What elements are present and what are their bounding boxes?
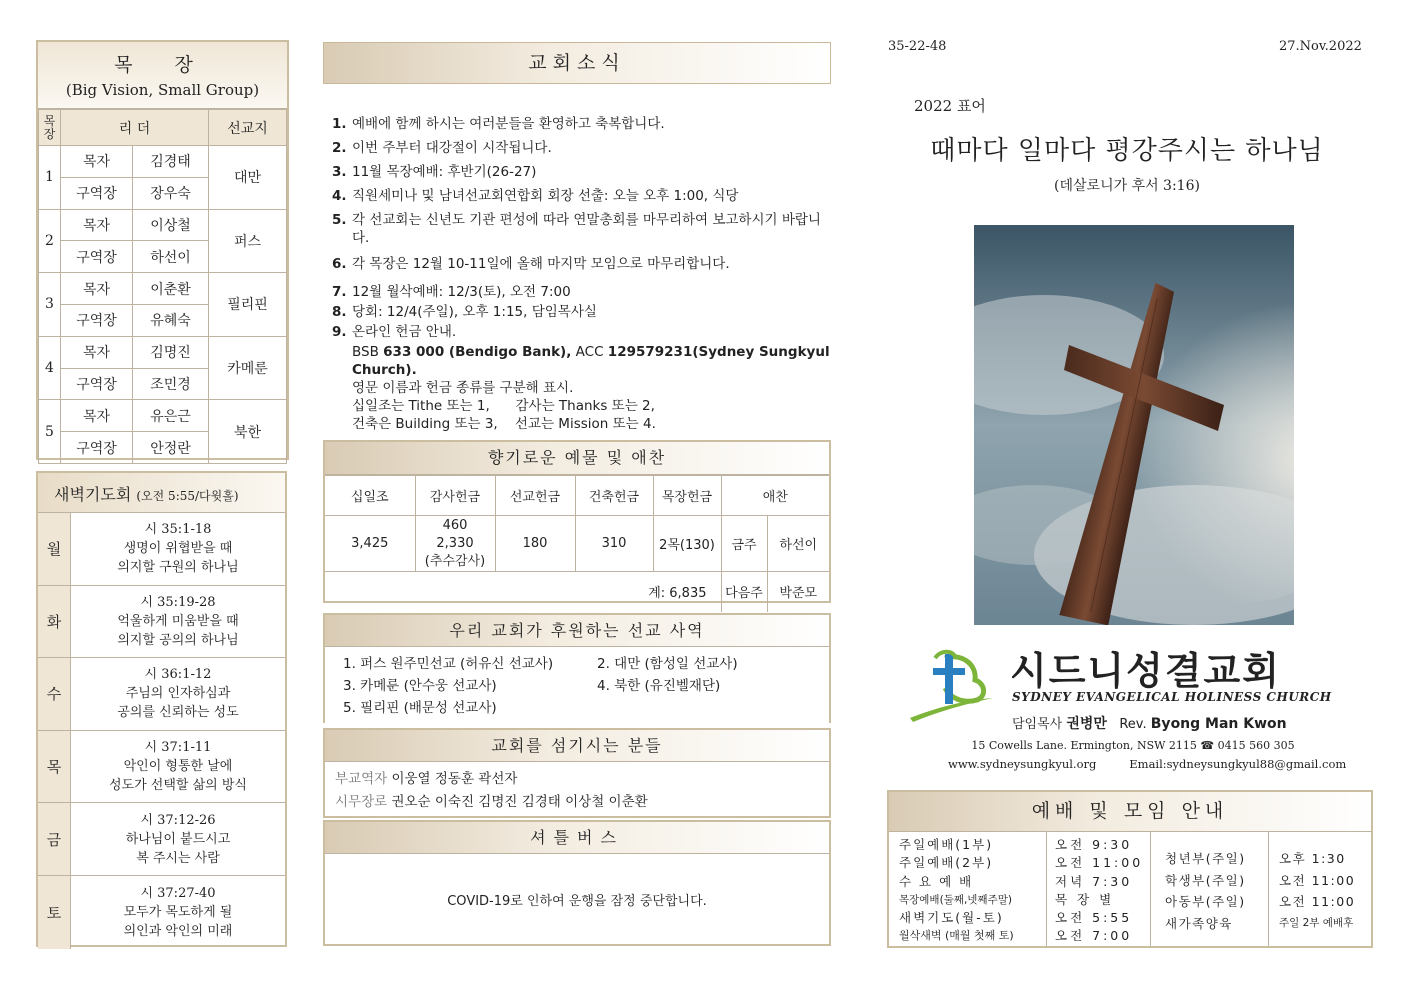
sermon-line: 의지할 구원의 하나님	[117, 560, 239, 576]
meal-next-label: 다음주	[721, 572, 767, 612]
worship-times	[1047, 832, 1151, 946]
thanks-cell	[415, 516, 495, 572]
service-name: 월삭새벽 (매월 첫째 토)	[899, 929, 1014, 943]
service-time: 저녁 7:30	[1055, 873, 1133, 889]
department-times	[1269, 832, 1371, 946]
news-text: 각 선교회는 신년도 기관 편성에 따라 연말총회를 마무리하여 보고하시기 바랍니다.	[352, 212, 821, 246]
acc-label: ACC	[571, 344, 608, 360]
weekday: 금	[38, 803, 71, 875]
role: 구역장	[61, 304, 133, 336]
missions-title: 우리 교회가 후원하는 선교 사역	[325, 615, 829, 647]
group-num: 3	[39, 273, 61, 337]
news-list	[332, 115, 837, 435]
dawn-prayer-row	[38, 876, 285, 949]
news-num: 4.	[332, 188, 347, 204]
service-time: 목 장 별	[1055, 891, 1115, 907]
group-num: 5	[39, 400, 61, 464]
bank-note: 영문 이름과 헌금 종류를 구분해 표시.	[352, 380, 574, 396]
bank-note: 십일조는 Tithe 또는 1, 감사는 Thanks 또는 2,	[352, 398, 655, 414]
weekday: 목	[38, 731, 71, 803]
news-item	[332, 303, 837, 321]
pastor-title-en: Rev.	[1119, 717, 1147, 732]
bulletin-date: 27.Nov.2022	[1279, 39, 1362, 54]
role: 목자	[61, 336, 133, 368]
mission-item: 5. 필리핀 (배문성 선교사)	[343, 700, 497, 716]
department-name: 학생부(주일)	[1165, 872, 1246, 888]
sermon-line: 주님의 인자하심과	[125, 686, 231, 702]
department-time: 오전 11:00	[1279, 894, 1356, 909]
mission-value: 180	[495, 516, 575, 572]
mokjang-grid	[38, 109, 287, 464]
news-item	[332, 323, 837, 341]
mission-item: 3. 카메룬 (안수웅 선교사)	[343, 678, 497, 694]
service-time: 오전 5:55	[1055, 910, 1133, 926]
sermon-line: 생명이 위협받을 때	[123, 541, 233, 557]
sermon-line: 하나님이 붙드시고	[125, 831, 231, 847]
department-time: 오전 11:00	[1279, 872, 1356, 888]
mokjang-table	[36, 40, 289, 460]
role: 구역장	[61, 241, 133, 273]
news-num: 3.	[332, 164, 347, 180]
offering-table	[325, 475, 829, 612]
meal-this-label: 금주	[721, 516, 767, 572]
dawn-prayer-row	[38, 658, 285, 731]
missions-panel	[323, 613, 831, 723]
news-text: 온라인 헌금 안내.	[352, 324, 457, 340]
dawn-prayer-row	[38, 803, 285, 876]
dawn-prayer-row	[38, 731, 285, 804]
meal-this-name: 하선이	[767, 516, 829, 572]
church-web	[948, 757, 1346, 771]
bulletin-code: 35-22-48	[888, 39, 947, 54]
mission-country: 북한	[209, 400, 287, 464]
worship-schedule	[887, 790, 1373, 948]
role: 목자	[61, 209, 133, 241]
mission-item: 1. 퍼스 원주민선교 (허유신 선교사)	[343, 656, 554, 672]
cross-photo	[974, 225, 1294, 625]
role: 구역장	[61, 177, 133, 209]
servants-role: 시무장로	[335, 794, 388, 810]
sermon-line: 의지할 공의의 하나님	[117, 632, 239, 648]
church-address: 15 Cowells Lane. Ermington, NSW 2115 ☎ 0415 560 305	[971, 739, 1295, 752]
thanks-value: 460	[442, 517, 468, 533]
mokjang-title-block	[38, 42, 287, 109]
church-name-ko: 시드니성결교회	[1010, 649, 1281, 693]
thanks-value: 2,330	[436, 535, 474, 551]
sermon-line: 모두가 목도하게 될	[123, 904, 233, 920]
bank-info	[332, 343, 837, 433]
scripture-ref: 시 37:27-40	[140, 885, 216, 901]
pastor-name-ko: 권병만	[1066, 716, 1107, 732]
col-header-missionary: 선교지	[209, 110, 287, 146]
shuttle-title: 셔틀버스	[325, 822, 829, 854]
service-time: 오전 11:00	[1055, 855, 1144, 871]
group-num: 2	[39, 209, 61, 273]
service-time: 오전 7:00	[1055, 928, 1133, 944]
service-name: 주일예배(2부)	[899, 855, 994, 871]
mission-country: 카메룬	[209, 336, 287, 400]
servants-role: 부교역자	[335, 771, 388, 787]
sermon-line: 공의를 신뢰하는 성도	[117, 705, 239, 721]
bank-note: 건축은 Building 또는 3, 선교는 Mission 또는 4.	[352, 416, 656, 432]
mission-item: 4. 북한 (유진벨재단)	[597, 678, 721, 694]
servants-list	[325, 762, 829, 814]
servants-panel	[323, 728, 831, 818]
news-item	[332, 139, 837, 157]
group-num: 1	[39, 146, 61, 210]
news-text: 각 목장은 12월 10-11일에 올해 마지막 모임으로 마무리합니다.	[352, 256, 730, 272]
pastor-label: 담임목사	[1012, 717, 1063, 732]
church-email[interactable]: Email:sydneysungkyul88@gmail.com	[1129, 757, 1347, 771]
offering-title: 향기로운 예물 및 애찬	[325, 442, 829, 475]
news-num: 9.	[332, 324, 347, 340]
news-num: 7.	[332, 284, 347, 300]
cross-image	[974, 225, 1294, 625]
news-title: 교회소식	[323, 42, 831, 84]
sermon-line: 악인이 형통한 날에	[123, 759, 233, 775]
servants-row	[335, 791, 829, 814]
leader-name: 유은근	[133, 400, 209, 432]
leader-name: 이상철	[133, 209, 209, 241]
pastor-name-en: Byong Man Kwon	[1150, 716, 1287, 732]
service-name: 주일예배(1부)	[899, 837, 994, 852]
scripture-ref: 시 35:19-28	[140, 594, 216, 610]
leader-name: 조민경	[133, 368, 209, 400]
news-text: 12월 월삭예배: 12/3(토), 오전 7:00	[352, 284, 571, 300]
leader-name: 유혜숙	[133, 304, 209, 336]
weekday: 화	[38, 586, 71, 658]
news-num: 5.	[332, 212, 347, 228]
col-header-num: 목장	[39, 110, 61, 146]
motto-reference: (데살로니가 후서 3:16)	[1054, 178, 1200, 194]
servants-names: 권오순 이숙진 김명진 김경태 이상철 이춘환	[387, 794, 648, 810]
dawn-prayer-title	[38, 473, 285, 513]
role: 목자	[61, 146, 133, 178]
mission-country: 퍼스	[209, 209, 287, 273]
leader-name: 안정란	[133, 432, 209, 464]
dawn-prayer-row	[38, 513, 285, 586]
church-logo	[905, 648, 995, 723]
group-num: 4	[39, 336, 61, 400]
col-thanks: 감사헌금	[415, 476, 495, 516]
worship-services	[889, 832, 1047, 946]
news-text: 예배에 함께 하시는 여러분들을 환영하고 축복합니다.	[352, 116, 665, 132]
department-name: 아동부(주일)	[1165, 894, 1246, 909]
meal-next-name: 박준모	[767, 572, 829, 612]
motto-year: 2022 표어	[914, 97, 986, 115]
news-num: 6.	[332, 256, 347, 272]
scripture-ref: 시 37:1-11	[144, 740, 212, 756]
offering-total: 계: 6,835	[325, 572, 721, 612]
church-logo-icon	[905, 648, 995, 723]
weekday: 수	[38, 658, 71, 730]
mokjang-value: 2목(130)	[653, 516, 721, 572]
acc-number: 129579231(Sydney Sungkyul Church).	[352, 344, 830, 378]
bsb-label: BSB	[352, 344, 384, 360]
dawn-prayer-panel	[36, 471, 287, 947]
leader-name: 장우숙	[133, 177, 209, 209]
role: 구역장	[61, 432, 133, 464]
department-name: 새가족양육	[1165, 915, 1233, 931]
dawn-prayer-heading: 새벽기도회	[54, 485, 132, 504]
shuttle-message: COVID-19로 인하여 운행을 잠정 중단합니다.	[447, 894, 707, 909]
worship-title: 예배 및 모임 안내	[889, 792, 1371, 832]
dawn-prayer-time: (오전 5:55/다윗홀)	[136, 489, 239, 503]
tithe-value: 3,425	[325, 516, 415, 572]
mokjang-title: 목 장	[114, 54, 211, 76]
sermon-line: 복 주시는 사람	[136, 850, 220, 866]
sermon-line: 성도가 선택할 삶의 방식	[109, 778, 247, 794]
mission-country: 필리핀	[209, 273, 287, 337]
missions-list	[325, 647, 829, 719]
servants-row	[335, 768, 829, 791]
news-num: 1.	[332, 116, 347, 132]
leader-name: 이춘환	[133, 273, 209, 305]
weekday: 월	[38, 513, 71, 585]
col-mission: 선교헌금	[495, 476, 575, 516]
col-header-leader: 리 더	[61, 110, 209, 146]
service-name: 수 요 예 배	[899, 873, 974, 889]
news-text: 당회: 12/4(주일), 오후 1:15, 담임목사실	[352, 304, 597, 320]
servants-title: 교회를 섬기시는 분들	[325, 730, 829, 762]
scripture-ref: 시 35:1-18	[144, 522, 212, 538]
bsb-number: 633 000 (Bendigo Bank),	[383, 344, 572, 360]
service-name: 목장예배(둘째,넷째주말)	[899, 893, 1012, 906]
mokjang-subtitle: (Big Vision, Small Group)	[65, 81, 260, 99]
news-item	[332, 187, 837, 205]
church-name-en: SYDNEY EVANGELICAL HOLINESS CHURCH	[1012, 690, 1332, 704]
department-names	[1151, 832, 1269, 946]
news-text: 이번 주부터 대강절이 시작됩니다.	[352, 140, 552, 156]
motto: 때마다 일마다 평강주시는 하나님	[930, 136, 1324, 166]
thanks-note: (추수감사)	[424, 553, 486, 569]
department-time: 오후 1:30	[1279, 851, 1346, 866]
dawn-prayer-row	[38, 586, 285, 659]
mission-country: 대만	[209, 146, 287, 210]
shuttle-panel	[323, 820, 831, 946]
department-time: 주일 2부 예배후	[1279, 916, 1354, 929]
col-meal: 애찬	[721, 476, 829, 516]
building-value: 310	[575, 516, 653, 572]
scripture-ref: 시 37:12-26	[140, 812, 216, 828]
news-item	[332, 163, 837, 181]
mission-item: 2. 대만 (함성일 선교사)	[597, 656, 738, 672]
department-name: 청년부(주일)	[1165, 851, 1246, 866]
bank-account-line	[352, 343, 837, 379]
sermon-line: 억울하게 미움받을 때	[117, 613, 239, 629]
service-time: 오전 9:30	[1055, 837, 1133, 852]
news-item	[332, 255, 837, 273]
news-num: 2.	[332, 140, 347, 156]
leader-name: 하선이	[133, 241, 209, 273]
worship-columns	[889, 832, 1371, 946]
news-item	[332, 283, 837, 301]
col-building: 건축헌금	[575, 476, 653, 516]
role: 목자	[61, 400, 133, 432]
news-item	[332, 115, 837, 133]
service-name: 새벽기도(월-토)	[899, 910, 1004, 926]
offering-panel	[323, 440, 831, 603]
role: 구역장	[61, 368, 133, 400]
leader-name: 김명진	[133, 336, 209, 368]
news-num: 8.	[332, 304, 347, 320]
news-text: 11월 목장예배: 후반기(26-27)	[352, 164, 537, 180]
scripture-ref: 시 36:1-12	[144, 667, 212, 683]
news-item	[332, 211, 837, 247]
sermon-line: 의인과 악인의 미래	[123, 923, 233, 939]
col-tithe: 십일조	[325, 476, 415, 516]
news-text: 직원세미나 및 남녀선교회연합회 회장 선출: 오늘 오후 1:00, 식당	[352, 188, 739, 204]
col-mokjang: 목장헌금	[653, 476, 721, 516]
leader-name: 김경태	[133, 146, 209, 178]
pastor-line	[1012, 713, 1287, 733]
church-website[interactable]: www.sydneysungkyul.org	[948, 757, 1097, 771]
servants-names: 이웅열 정동훈 곽선자	[387, 771, 518, 787]
weekday: 토	[38, 876, 71, 949]
role: 목자	[61, 273, 133, 305]
